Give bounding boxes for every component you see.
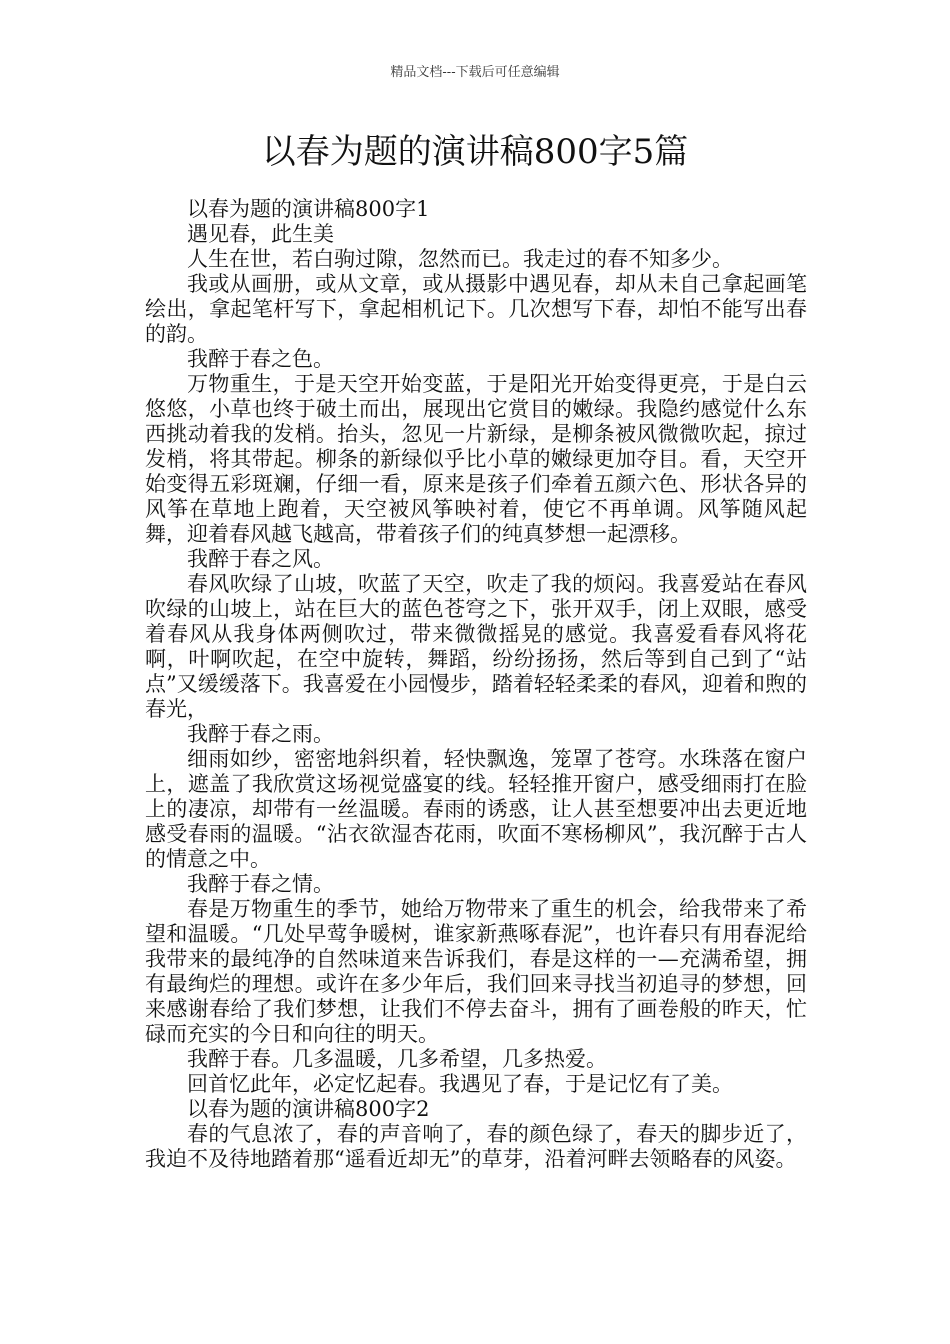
body-paragraph: 我或从画册，或从文章，或从摄影中遇见春，却从未自己拿起画笔绘出，拿起笔杆写下，拿起相机记下。几次想写下春，却怕不能写出春的韵。	[145, 272, 807, 346]
body-paragraph: 我醉于春之雨。	[187, 722, 334, 746]
body-paragraph: 春的气息浓了，春的声音响了，春的颜色绿了，春天的脚步近了，我迫不及待地踏着那“遥看近却无”的草芽，沿着河畔去领略春的风姿。	[145, 1122, 807, 1171]
body-paragraph: 春风吹绿了山坡，吹蓝了天空，吹走了我的烦闷。我喜爱站在春风吹绿的山坡上，站在巨大的蓝色苍穹之下，张开双手，闭上双眼，感受着春风从我身体两侧吹过，带来微微摇晃的感觉。我喜爱看春风将花啊，叶啊吹起，在空中旋转，舞蹈，纷纷扬扬，然后等到自己到了“站点”又缓缓落下。我喜爱在小园慢步，踏着轻轻柔柔的春风，迎着和煦的春光，	[145, 572, 807, 721]
document-title: 以春为题的演讲稿800字5篇	[261, 132, 689, 172]
body-paragraph: 我醉于春之风。	[187, 547, 334, 571]
section-heading-1: 以春为题的演讲稿800字1	[187, 197, 430, 221]
body-paragraph: 人生在世，若白驹过隙，忽然而已。我走过的春不知多少。	[187, 247, 733, 271]
essay-subtitle: 遇见春，此生美	[187, 222, 334, 246]
body-paragraph: 万物重生，于是天空开始变蓝，于是阳光开始变得更亮，于是白云悠悠，小草也终于破土而出，展现出它赏目的嫩绿。我隐约感觉什么东西挑动着我的发梢。抬头，忽见一片新绿，是柳条被风微微吹起，掠过发梢，将其带起。柳条的新绿似乎比小草的嫩绿更加夺目。看，天空开始变得五彩斑斓，仔细一看，原来是孩子们牵着五颜六色、形状各异的风筝在草地上跑着，天空被风筝映衬着，使它不再单调。风筝随风起舞，迎着春风越飞越高，带着孩子们的纯真梦想一起漂移。	[145, 372, 807, 546]
body-paragraph: 细雨如纱，密密地斜织着，轻快飘逸，笼罩了苍穹。水珠落在窗户上，遮盖了我欣赏这场视觉盛宴的线。轻轻推开窗户，感受细雨打在脸上的凄凉，却带有一丝温暖。春雨的诱惑，让人甚至想要冲出去更近地感受春雨的温暖。“沾衣欲湿杏花雨，吹面不寒杨柳风”，我沉醉于古人的情意之中。	[145, 747, 807, 871]
body-paragraph: 我醉于春。几多温暖，几多希望，几多热爱。	[187, 1047, 607, 1071]
body-paragraph: 回首忆此年，必定忆起春。我遇见了春，于是记忆有了美。	[187, 1072, 733, 1096]
body-paragraph: 我醉于春之色。	[187, 347, 334, 371]
body-paragraph: 我醉于春之情。	[187, 872, 334, 896]
section-heading-2: 以春为题的演讲稿800字2	[187, 1097, 430, 1121]
body-paragraph: 春是万物重生的季节，她给万物带来了重生的机会，给我带来了希望和温暖。“几处早莺争暖树，谁家新燕啄春泥”，也许春只有用春泥给我带来的最纯净的自然味道来告诉我们，春是这样的一—充满希望，拥有最绚烂的理想。或许在多少年后，我们回来寻找当初追寻的梦想，回来感谢春给了我们梦想，让我们不停去奋斗，拥有了画卷般的昨天，忙碌而充实的今日和向往的明天。	[145, 897, 807, 1046]
document-body	[145, 197, 807, 1172]
page-header: 精品文档---下载后可任意编辑	[390, 65, 560, 80]
